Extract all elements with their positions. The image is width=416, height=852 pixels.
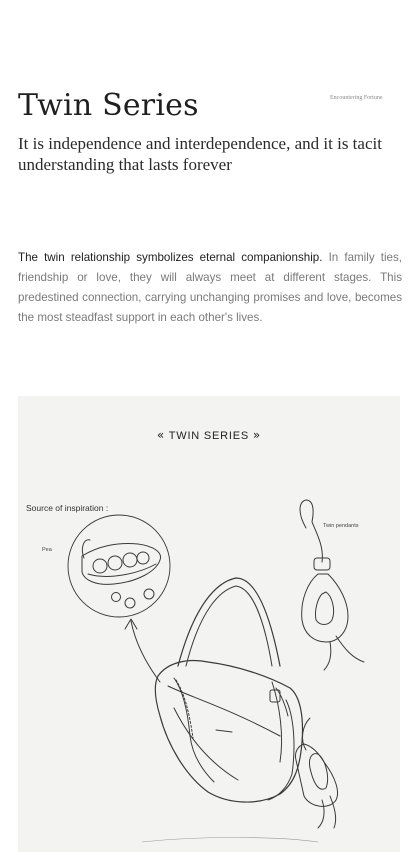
sketch-panel-title [18, 428, 400, 442]
hobo-bag-illustration [155, 578, 302, 802]
curved-arrow-icon [125, 619, 160, 682]
source-of-inspiration-label: Source of inspiration : [26, 503, 109, 513]
inspiration-sketch-panel [18, 396, 400, 852]
small-pendant-illustration [295, 718, 337, 828]
pea-pod-illustration [68, 515, 170, 617]
sketch-illustration [18, 396, 400, 852]
pea-label: Pea [42, 547, 52, 553]
description-rest: In family ties, friendship or love, they will always meet at different stages. This predestined connection, carrying unchanging promises and love, becomes the most steadfast support in each other's lives. [18, 251, 402, 324]
chevron-right-icon: » [252, 428, 262, 442]
page-subtitle: It is independence and interdependence, and it is tacit understanding that lasts forever [18, 134, 382, 174]
brand-tagline: Encountering Fortune [330, 95, 383, 101]
page-title: Twin Series [18, 88, 199, 123]
description-lead: The twin relationship symbolizes eternal companionship. [18, 251, 323, 264]
description-paragraph [18, 248, 402, 328]
twin-pendants-label: Twin pendants [323, 523, 359, 529]
twin-series-label: TWIN SERIES [168, 430, 250, 442]
chevron-left-icon: « [156, 428, 166, 442]
